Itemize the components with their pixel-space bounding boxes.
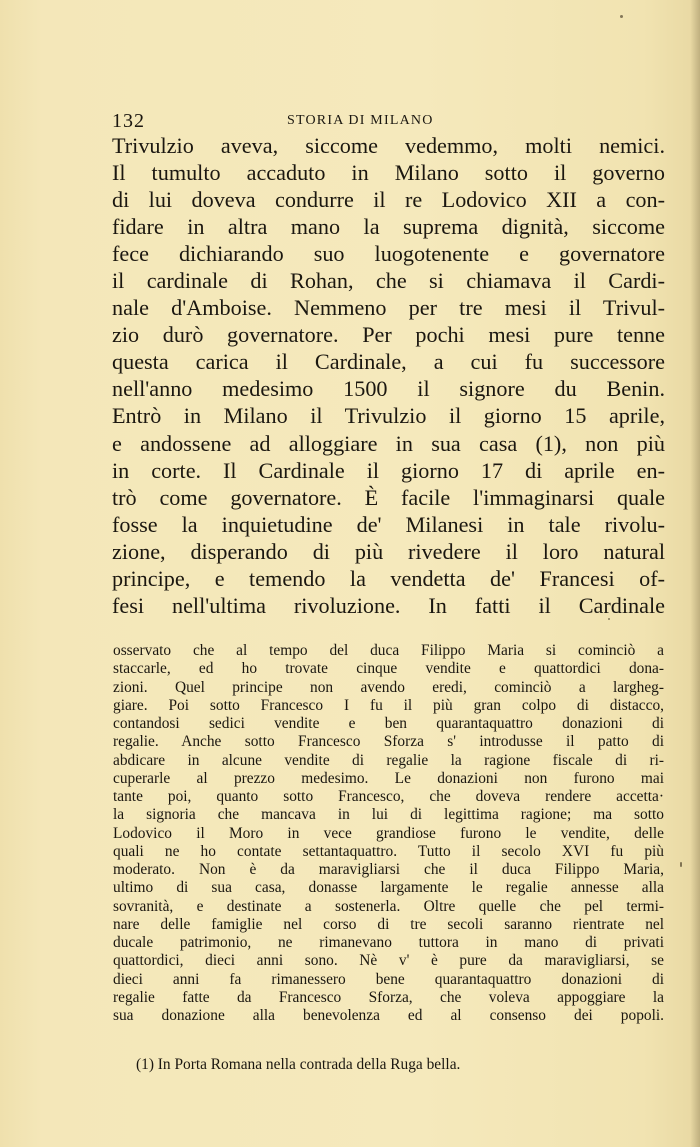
body-line: fesi nell'ultima rivoluzione. In fatti il Cardinale: [112, 592, 665, 618]
body-line: principe, e temendo la vendetta de' Francesi of-: [112, 565, 665, 591]
paper-speck: [680, 862, 682, 867]
body-line: fosse la inquietudine de' Milanesi in tale rivolu-: [112, 511, 665, 537]
body-line: e andossene ad alloggiare in sua casa (1), non più: [112, 430, 665, 456]
footnote-line: ultimo di sua casa, donasse largamente le regalie annesse alla: [113, 879, 664, 897]
body-line: nell'anno medesimo 1500 il signore du Benin.: [112, 376, 665, 402]
body-line: in corte. Il Cardinale il giorno 17 di aprile en-: [112, 457, 665, 483]
body-line: fece dichiarando suo luogotenente e governatore: [112, 241, 665, 267]
paper-speck: [608, 618, 610, 620]
page-header: [112, 110, 672, 134]
body-line: Entrò in Milano il Trivulzio il giorno 15 aprile,: [112, 403, 665, 429]
body-line: Il tumulto accaduto in Milano sotto il governo: [112, 160, 665, 186]
footnote-line: cuperarle al prezzo medesimo. Le donazioni non furono mai: [113, 769, 664, 787]
footnote-line: dieci anni fa rimanessero bene quarantaquattro donazioni di: [113, 970, 664, 988]
body-line: trò come governatore. È facile l'immaginarsi quale: [112, 484, 665, 510]
footnote-continuation: [113, 642, 664, 1025]
body-line: nale d'Amboise. Nemmeno per tre mesi il Trivul-: [112, 295, 665, 321]
main-body-text: [112, 132, 665, 619]
footnote-line: nare delle famiglie nel corso di tre secoli saranno rientrate nel: [113, 915, 664, 933]
body-line: di lui doveva condurre il re Lodovico XII a con-: [112, 187, 665, 213]
footnote-line: moderato. Non è da maravigliarsi che il duca Filippo Maria,: [113, 861, 664, 878]
paper-speck: [620, 15, 623, 18]
body-line: il cardinale di Rohan, che si chiamava il Cardi-: [112, 268, 665, 294]
footnote-line: quattordici, dieci anni sono. Nè v' è pure da maravigliarsi, se: [113, 952, 664, 970]
body-line: zione, disperando di più rivedere il loro natural: [112, 538, 665, 564]
footnote-line: Lodovico il Moro in vece grandiose furono le vendite, delle: [113, 824, 664, 842]
footnote-line: la signoria che mancava in lui di legittima ragione; ma sotto: [113, 806, 664, 824]
body-line: zio durò governatore. Per pochi mesi pure tenne: [112, 322, 665, 348]
footnote-line: quali ne ho contate settantaquattro. Tutto il secolo XVI fu più: [113, 842, 664, 860]
footnote-line: tante poi, quanto sotto Francesco, che doveva rendere accetta·: [113, 788, 664, 805]
footnote-1: (1) In Porta Romana nella contrada della Ruga bella.: [136, 1056, 461, 1073]
footnote-line: osservato che al tempo del duca Filippo Maria si cominciò a: [113, 642, 664, 659]
page-number: 132: [112, 110, 145, 132]
footnote-line: sovranità, e destinate a sostenerla. Oltre quelle che pel termi-: [113, 897, 664, 915]
footnote-line: contandosi sedici vendite e ben quarantaquattro donazioni di: [113, 715, 664, 732]
running-title: STORIA DI MILANO: [287, 113, 434, 128]
footnote-line: abdicare in alcune vendite di regalie la ragione fiscale di ri-: [113, 751, 664, 769]
footnote-line: sua donazione alla benevolenza ed al consenso dei popoli.: [113, 1007, 664, 1024]
footnote-line: giare. Poi sotto Francesco I fu il più gran colpo di distacco,: [113, 696, 664, 714]
body-line: fidare in altra mano la suprema dignità, siccome: [112, 214, 665, 240]
footnote-line: regalie fatte da Francesco Sforza, che voleva appoggiare la: [113, 988, 664, 1006]
page-edge-shadow: [690, 0, 700, 1147]
body-line: questa carica il Cardinale, a cui fu successore: [112, 349, 665, 375]
body-line: Trivulzio aveva, siccome vedemmo, molti nemici.: [112, 133, 665, 158]
footnote-line: ducale patrimonio, ne rimanevano tuttora in mano di privati: [113, 934, 664, 951]
footnote-line: staccarle, ed ho trovate cinque vendite e quattordici dona-: [113, 660, 664, 678]
footnote-line: regalie. Anche sotto Francesco Sforza s' introdusse il patto di: [113, 733, 664, 751]
footnote-line: zioni. Quel principe non avendo eredi, cominciò a largheg-: [113, 678, 664, 696]
